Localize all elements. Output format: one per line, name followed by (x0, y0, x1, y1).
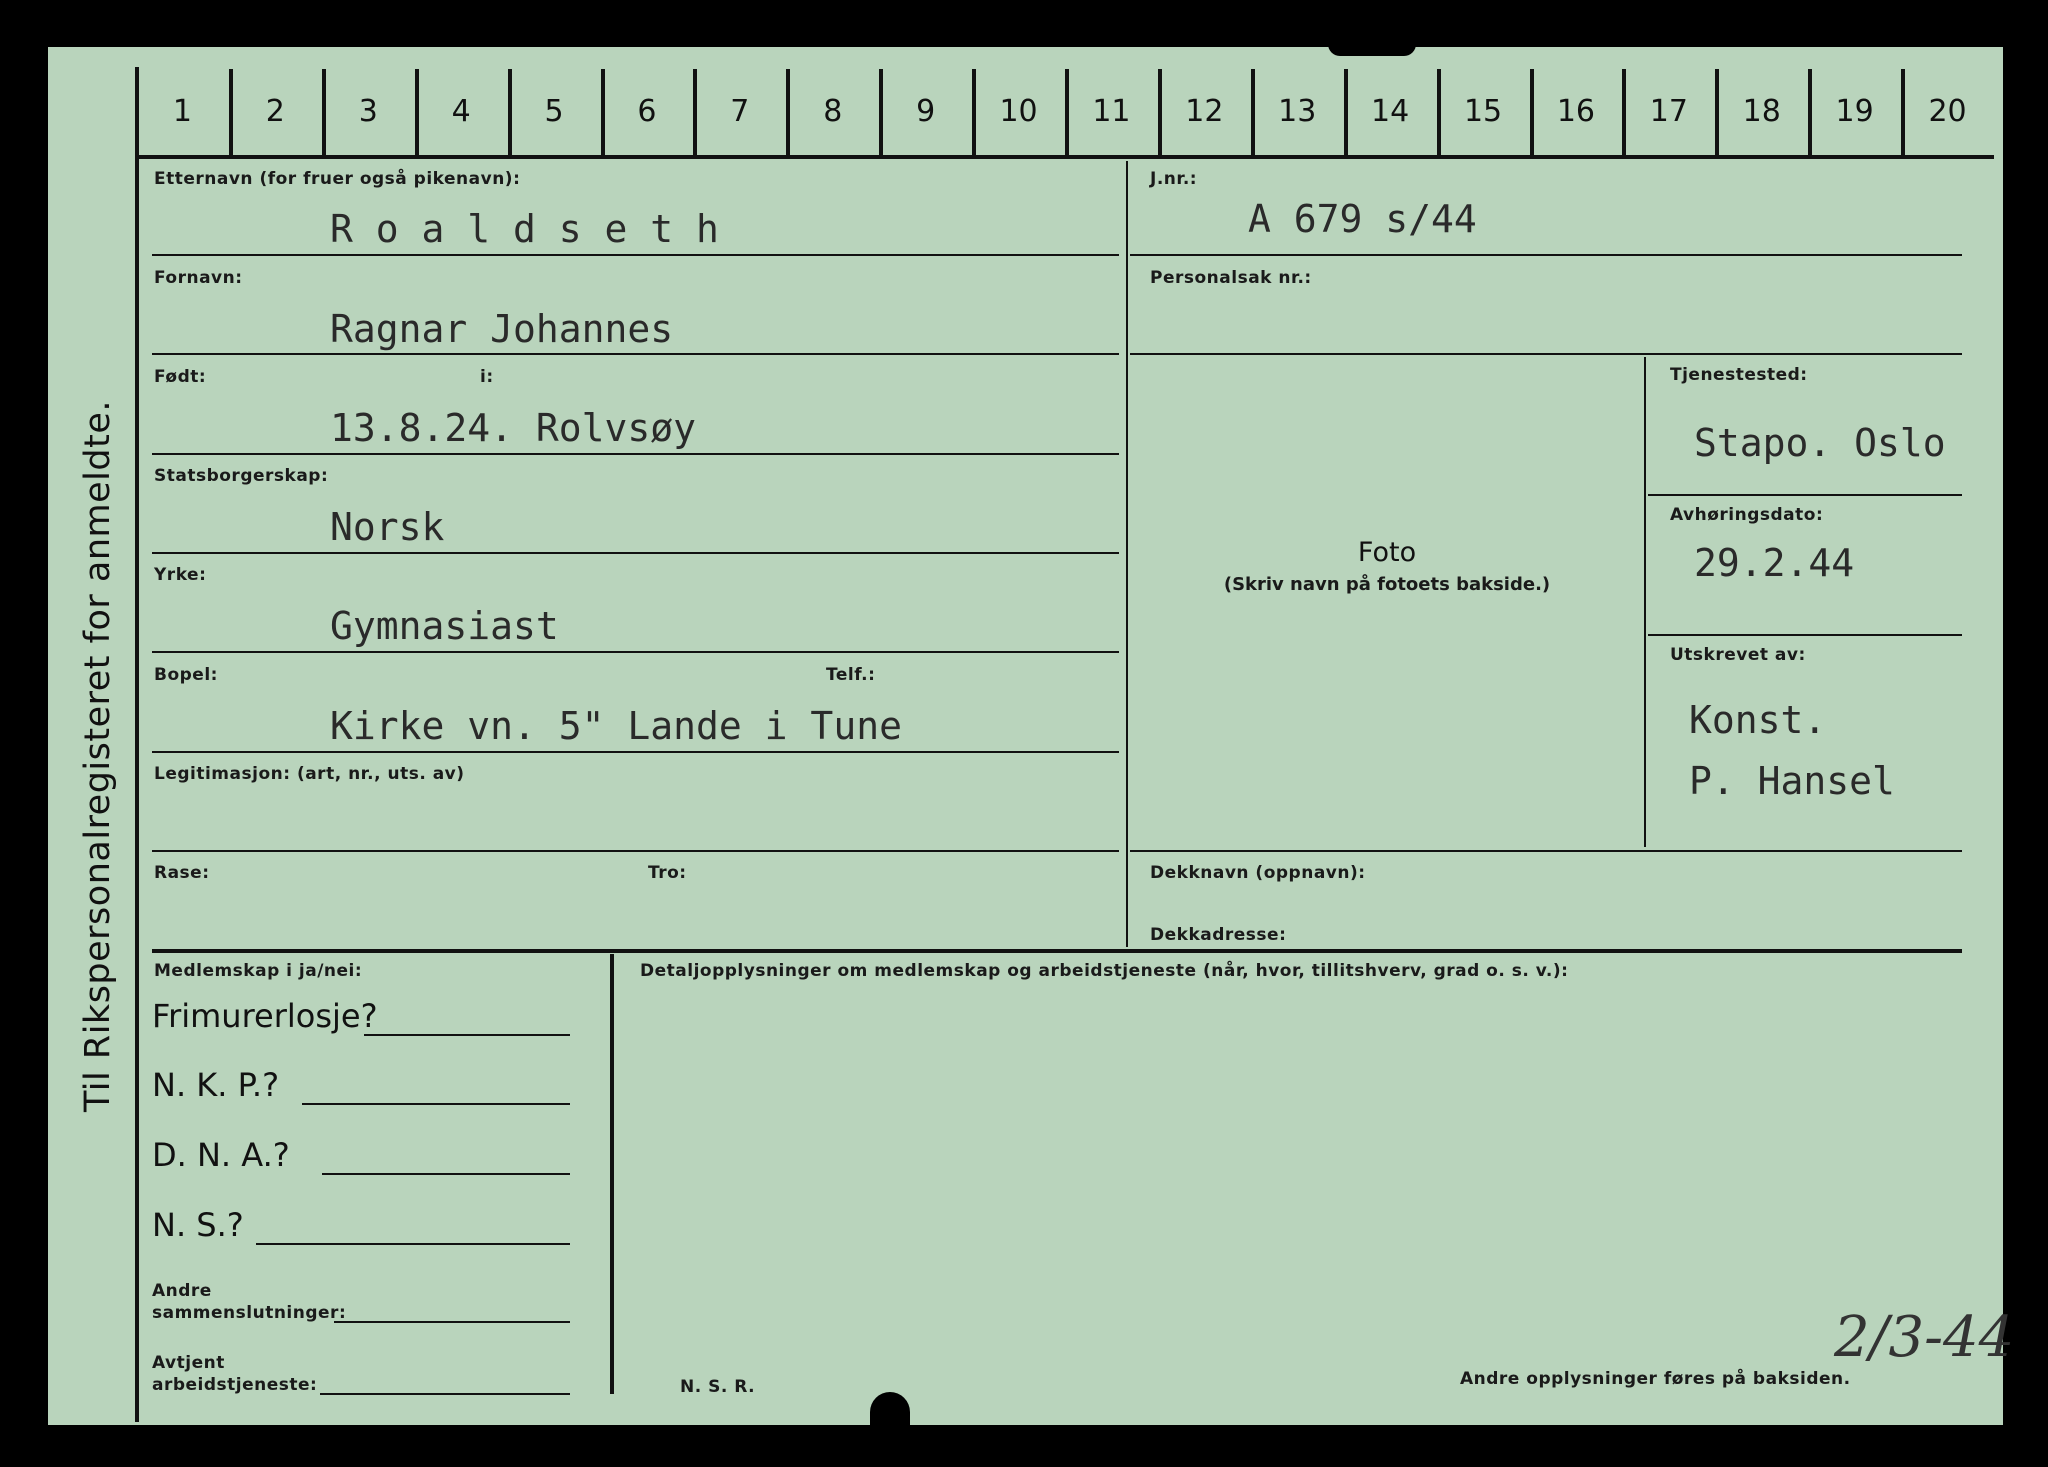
column-number-11: 11 (1092, 94, 1131, 129)
fodt-value: 13.8.24. Rolvsøy (330, 406, 697, 450)
ns-label: N. S.? (152, 1206, 244, 1244)
frimurer-label: Frimurerlosje? (152, 997, 378, 1035)
column-divider (1808, 69, 1812, 155)
middle-divider (1126, 161, 1128, 947)
side-title: Til Rikspersonalregisteret for anmeldte. (78, 400, 118, 1112)
photo-divider (1644, 357, 1646, 847)
column-divider (1158, 69, 1162, 155)
dekknavn-label: Dekknavn (oppnavn): (1150, 863, 1366, 883)
rule-avhoringsdato (1648, 634, 1962, 636)
nkp-label: N. K. P.? (152, 1066, 280, 1104)
column-divider (1065, 69, 1069, 155)
column-number-7: 7 (730, 94, 750, 129)
column-number-19: 19 (1835, 94, 1874, 129)
footer-note: Andre opplysninger føres på baksiden. (1460, 1369, 1851, 1389)
etternavn-label: Etternavn (for fruer også pikenavn): (154, 169, 521, 189)
handwritten-date: 2/3-44 (1834, 1305, 2015, 1370)
column-divider (1530, 69, 1534, 155)
column-divider (229, 69, 233, 155)
bopel-label: Bopel: (154, 665, 218, 685)
rule-bopel (152, 751, 1119, 753)
fornavn-value: Ragnar Johannes (330, 307, 674, 351)
membership-header: Medlemskap i ja/nei: (154, 961, 363, 981)
column-divider (415, 69, 419, 155)
column-number-20: 20 (1928, 94, 1967, 129)
fornavn-label: Fornavn: (154, 268, 243, 288)
rule-fodt (152, 453, 1119, 455)
avtjent-label-2: arbeidstjeneste: (152, 1375, 318, 1395)
utskrevet-line1: Konst. (1689, 698, 1827, 742)
rule-etternavn (152, 254, 1119, 256)
rule-legitimasjon (152, 850, 1119, 852)
frimurer-line (364, 1034, 570, 1036)
bopel-value: Kirke vn. 5" Lande i Tune (330, 704, 902, 748)
etternavn-value: R o a l d s e t h (330, 207, 719, 251)
column-divider (1344, 69, 1348, 155)
membership-divider (610, 954, 614, 1394)
column-number-5: 5 (544, 94, 564, 129)
dekkadresse-label: Dekkadresse: (1150, 925, 1287, 945)
andre-label-1: Andre (152, 1281, 212, 1301)
rule-personalsak (1130, 353, 1962, 355)
rule-photo-bottom (1130, 850, 1962, 852)
column-number-8: 8 (823, 94, 843, 129)
card-notch-top (1328, 44, 1416, 56)
dna-line (322, 1173, 570, 1175)
registration-card (48, 47, 2015, 1425)
column-divider (879, 69, 883, 155)
column-number-9: 9 (916, 94, 936, 129)
column-number-14: 14 (1371, 94, 1410, 129)
header-row-line (136, 155, 1994, 159)
tro-label: Tro: (648, 863, 687, 883)
card-notch-bottom (870, 1392, 910, 1432)
yrke-value: Gymnasiast (330, 604, 559, 648)
column-divider (1715, 69, 1719, 155)
jnr-label: J.nr.: (1150, 169, 1198, 189)
column-number-4: 4 (451, 94, 471, 129)
avhoringsdato-label: Avhøringsdato: (1670, 505, 1824, 525)
rule-jnr (1130, 254, 1962, 256)
column-divider (693, 69, 697, 155)
left-border-line (135, 67, 139, 1422)
column-divider (322, 69, 326, 155)
fodt-label: Født: (154, 367, 207, 387)
column-divider (601, 69, 605, 155)
column-number-12: 12 (1185, 94, 1224, 129)
tjenestested-label: Tjenestested: (1670, 365, 1808, 385)
rule-statsborgerskap (152, 552, 1119, 554)
column-number-15: 15 (1463, 94, 1503, 129)
column-divider (508, 69, 512, 155)
foto-title: Foto (1357, 537, 1417, 568)
column-divider (1437, 69, 1441, 155)
column-number-16: 16 (1556, 94, 1596, 129)
statsborgerskap-value: Norsk (330, 505, 445, 549)
column-divider (1901, 69, 1905, 155)
column-number-3: 3 (358, 94, 378, 129)
rase-label: Rase: (154, 863, 210, 883)
utskrevet-line2: P. Hansel (1689, 759, 1895, 803)
column-number-17: 17 (1649, 94, 1688, 129)
column-divider (1251, 69, 1255, 155)
dna-label: D. N. A.? (152, 1136, 290, 1174)
avtjent-line (320, 1393, 570, 1395)
fodt-i-label: i: (480, 367, 494, 387)
column-number-1: 1 (172, 94, 192, 129)
ns-line (256, 1243, 570, 1245)
personalsak-label: Personalsak nr.: (1150, 268, 1312, 288)
photo-area (1130, 537, 1644, 595)
column-number-2: 2 (265, 94, 285, 129)
avtjent-label-1: Avtjent (152, 1353, 225, 1373)
rule-fornavn (152, 353, 1119, 355)
column-number-6: 6 (637, 94, 657, 129)
utskrevet-label: Utskrevet av: (1670, 645, 1806, 665)
membership-separator (152, 949, 1962, 953)
rule-yrke (152, 651, 1119, 653)
tjenestested-value: Stapo. Oslo (1694, 421, 1946, 465)
yrke-label: Yrke: (154, 565, 207, 585)
rule-tjenestested (1648, 494, 1962, 496)
column-divider (972, 69, 976, 155)
legitimasjon-label: Legitimasjon: (art, nr., uts. av) (154, 764, 465, 784)
column-divider (1622, 69, 1626, 155)
column-divider (786, 69, 790, 155)
telf-label: Telf.: (826, 665, 876, 685)
nkp-line (302, 1103, 570, 1105)
details-header: Detaljopplysninger om medlemskap og arbeidstjeneste (når, hvor, tillitshverv, grad o. s. v.): (640, 961, 1569, 981)
nsr-mark: N. S. R. (680, 1377, 756, 1397)
avhoringsdato-value: 29.2.44 (1694, 541, 1855, 585)
jnr-value: A 679 s/44 (1248, 197, 1477, 241)
column-number-13: 13 (1278, 94, 1317, 129)
statsborgerskap-label: Statsborgerskap: (154, 466, 329, 486)
foto-note: (Skriv navn på fotoets bakside.) (1223, 574, 1551, 595)
andre-label-2: sammenslutninger: (152, 1303, 347, 1323)
column-number-18: 18 (1742, 94, 1781, 129)
column-number-10: 10 (999, 94, 1038, 129)
andre-line (334, 1321, 570, 1323)
